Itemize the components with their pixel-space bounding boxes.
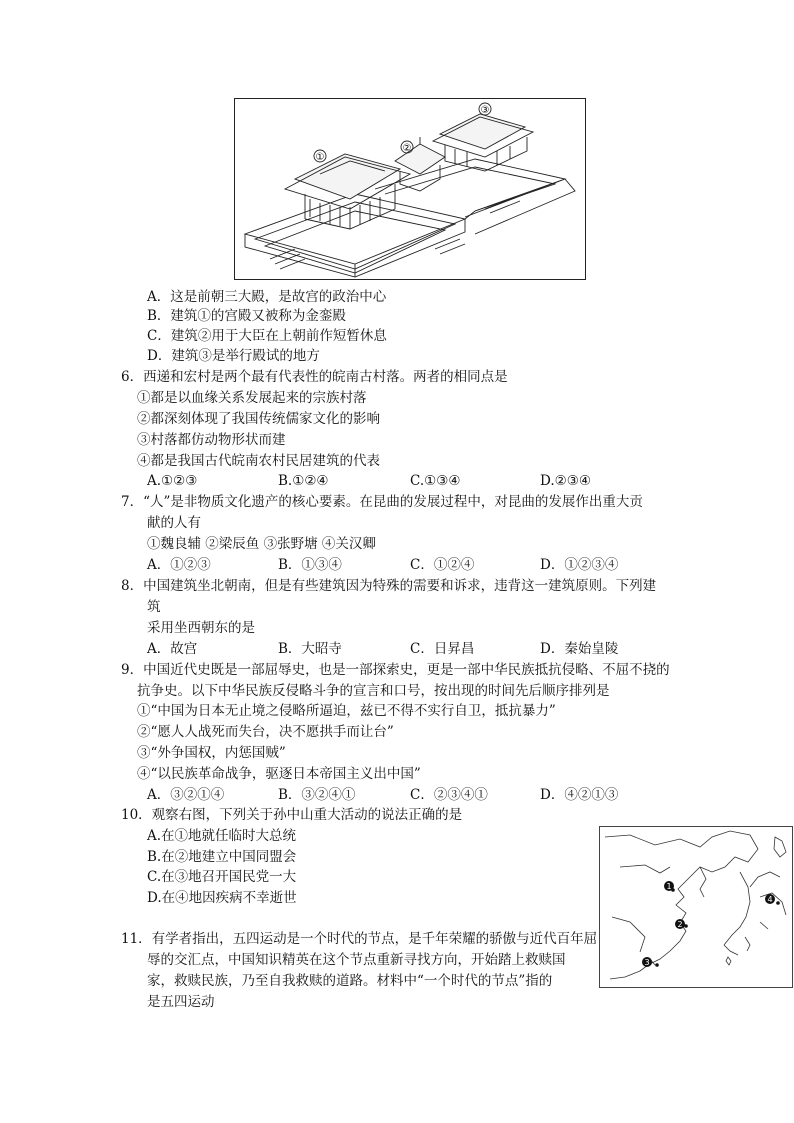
map-label-4: 4	[767, 895, 773, 904]
q11-line-3: 家，救赎民族，乃至自我救赎的道路。材料中“一个时代的节点”指的	[147, 973, 553, 989]
q7-option-b: B．①③④	[278, 557, 342, 573]
q9-item-2: ②“愿人人战死而失台，决不愿拱手而让台”	[137, 724, 394, 740]
q9-option-d: D．④②①③	[540, 787, 619, 803]
map-drawing	[600, 827, 792, 987]
palace-illustration	[234, 98, 586, 280]
q8-stem-line2: 筑	[147, 599, 161, 615]
q7-stem-line1: 7．“人”是非物质文化遗产的核心要素。在昆曲的发展过程中，对昆曲的发展作出重大贡	[121, 494, 643, 510]
q11-line-1: 11．有学者指出，五四运动是一个时代的节点，是千年荣耀的骄傲与近代百年屈	[121, 931, 598, 947]
q10-option-b: B.在②地建立中国同盟会	[147, 849, 297, 865]
q8-option-c: C．日昇昌	[410, 641, 475, 657]
q10-option-c: C.在③地召开国民党一大	[147, 869, 297, 885]
q6-item-2: ②都深刻体现了我国传统儒家文化的影响	[137, 411, 380, 427]
map-label-2: 2	[677, 920, 683, 929]
q8-option-a: A．故宫	[147, 641, 198, 657]
q10-stem: 10．观察右图，下列关于孙中山重大活动的说法正确的是	[121, 807, 463, 823]
q8-option-b: B．大昭寺	[278, 641, 342, 657]
marker-3: ③	[480, 105, 490, 116]
marker-2: ②	[402, 143, 412, 154]
q7-option-a: A．①②③	[147, 557, 211, 573]
q9-stem-line2: 抗争史。以下中华民族反侵略斗争的宣言和口号，按出现的时间先后顺序排列是	[137, 683, 610, 699]
q5-option-a: A．这是前朝三大殿，是故宫的政治中心	[147, 289, 387, 305]
q5-option-b: B．建筑①的宫殿又被称为金銮殿	[147, 308, 346, 324]
q7-option-c: C．①②④	[410, 557, 475, 573]
palace-drawing	[235, 99, 585, 279]
q6-item-3: ③村落都仿动物形状而建	[137, 432, 286, 448]
q6-option-c: C.①③④	[410, 473, 461, 489]
marker-1: ①	[315, 152, 325, 163]
q6-item-1: ①都是以血缘关系发展起来的宗族村落	[137, 390, 367, 406]
q7-option-d: D．①②③④	[540, 557, 619, 573]
q6-item-4: ④都是我国古代皖南农村民居建筑的代表	[137, 453, 380, 469]
q8-option-d: D．秦始皇陵	[540, 641, 619, 657]
china-map	[599, 826, 793, 988]
q9-item-3: ③“外争国权，内惩国贼”	[137, 745, 286, 761]
q11-line-4: 是五四运动	[147, 994, 215, 1010]
q6-option-d: D.②③④	[540, 473, 591, 489]
q9-stem-line1: 9．中国近代史既是一部屈辱史，也是一部探索史，更是一部中华民族抵抗侵略、不屈不挠的	[121, 662, 670, 678]
q11-line-2: 辱的交汇点，中国知识精英在这个节点重新寻找方向，开始踏上救赎国	[147, 952, 566, 968]
q9-item-1: ①“中国为日本无止境之侵略所逼迫，兹已不得不实行自卫，抵抗暴力”	[137, 703, 556, 719]
map-label-3: 3	[644, 958, 650, 967]
q8-stem-line1: 8．中国建筑坐北朝南，但是有些建筑因为特殊的需要和诉求，违背这一建筑原则。下列建	[121, 578, 657, 594]
q7-stem-line2: 献的人有	[147, 515, 201, 531]
q10-option-d: D.在④地因疾病不幸逝世	[147, 890, 297, 906]
q5-option-c: C．建筑②用于大臣在上朝前作短暂休息	[147, 328, 387, 344]
q9-option-c: C．②③④①	[410, 787, 488, 803]
q6-option-a: A.①②③	[147, 473, 198, 489]
q9-option-b: B．③②④①	[278, 787, 356, 803]
q8-stem-line3: 采用坐西朝东的是	[147, 620, 255, 636]
q5-option-d: D．建筑③是举行殿试的地方	[147, 348, 320, 364]
q7-items: ①魏良辅 ②梁辰鱼 ③张野塘 ④关汉卿	[147, 536, 376, 552]
q10-option-a: A.在①地就任临时大总统	[147, 828, 297, 844]
map-label-1: 1	[666, 882, 672, 891]
q9-item-4: ④“以民族革命战争，驱逐日本帝国主义出中国”	[137, 766, 421, 782]
q6-option-b: B.①②④	[278, 473, 329, 489]
q6-stem: 6．西递和宏村是两个最有代表性的皖南古村落。两者的相同点是	[121, 369, 508, 385]
q9-option-a: A．③②①④	[147, 787, 225, 803]
